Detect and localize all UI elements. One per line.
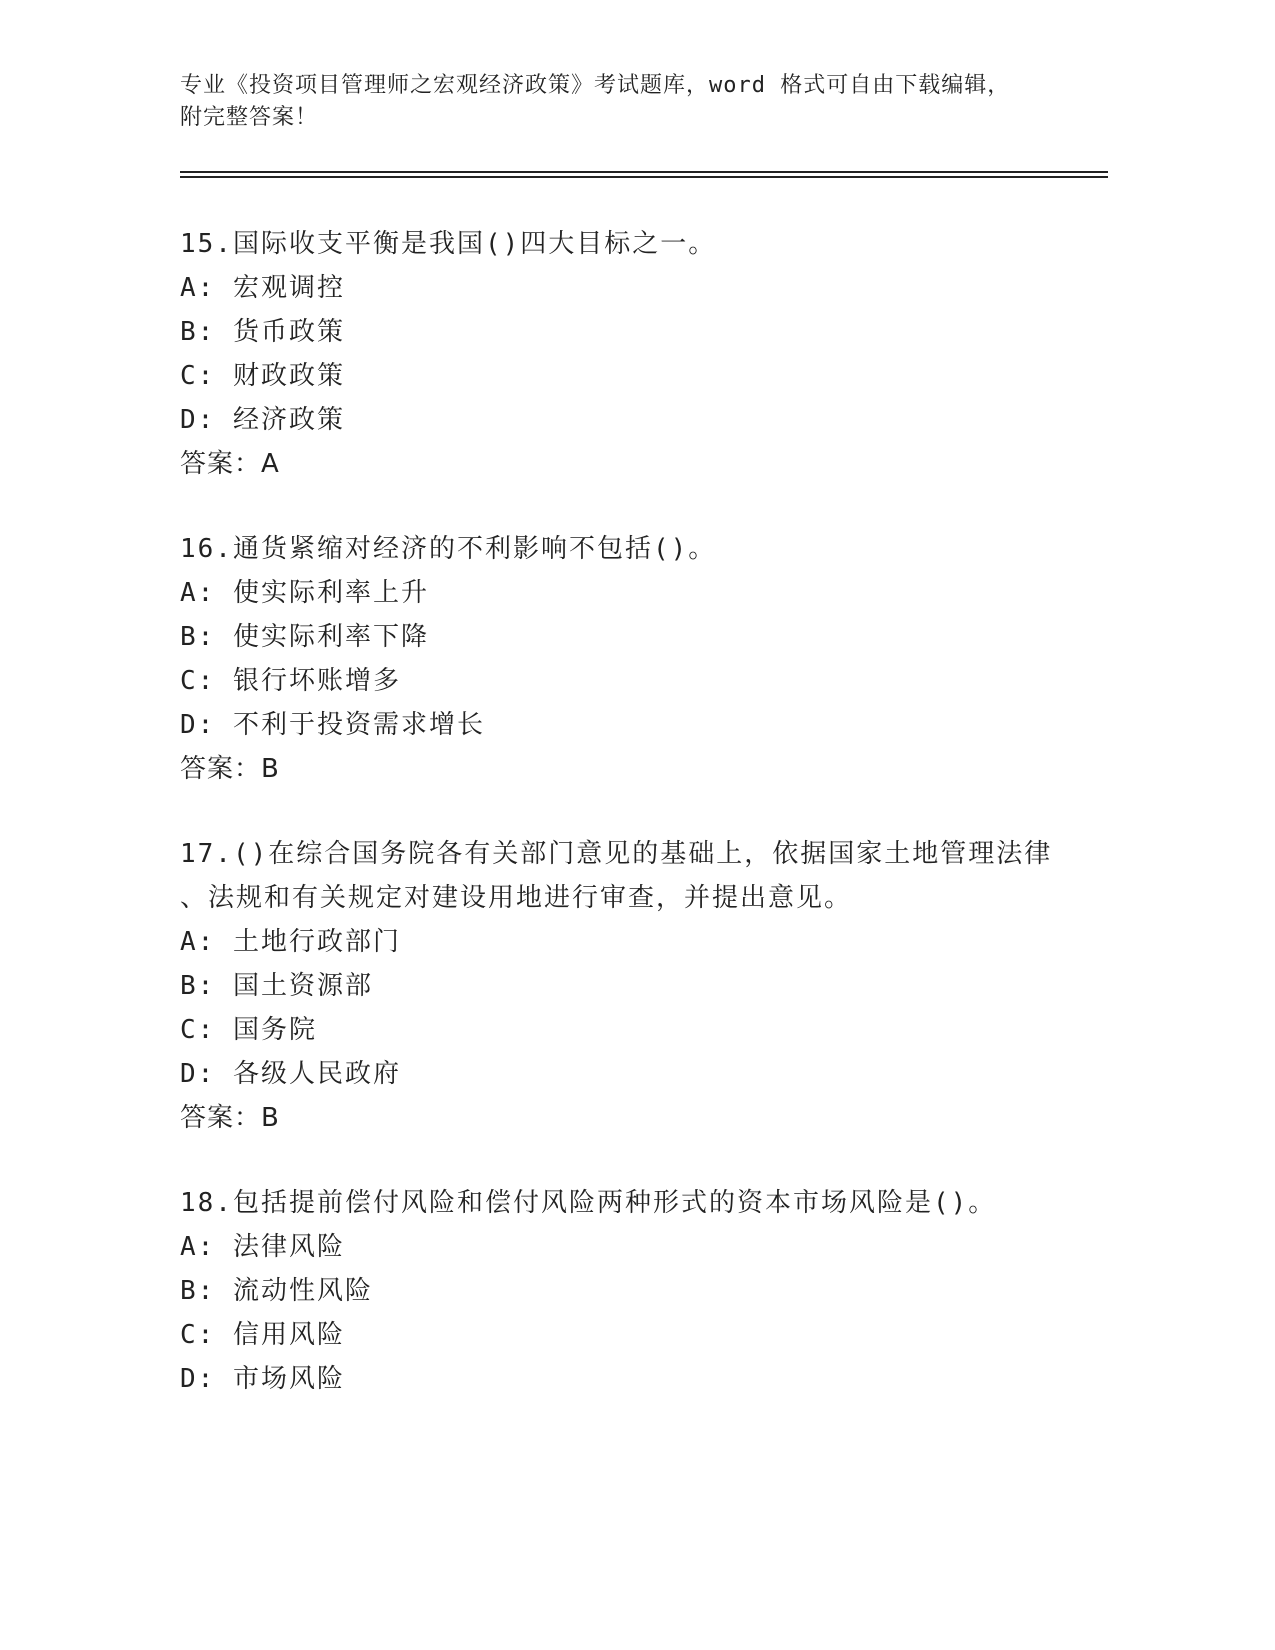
option-d: D: 经济政策 <box>180 405 345 435</box>
option-a: A: 法律风险 <box>180 1232 345 1262</box>
option-c: C: 信用风险 <box>180 1320 345 1350</box>
option-a: A: 使实际利率上升 <box>180 578 429 608</box>
header-line-1: 专业《投资项目管理师之宏观经济政策》考试题库，word 格式可自由下载编辑， <box>180 73 1011 98</box>
answer-line: 答案：A <box>180 449 280 479</box>
option-a: A: 土地行政部门 <box>180 927 401 957</box>
question-text-line-1: 17.()在综合国务院各有关部门意见的基础上，依据国家土地管理法律 <box>180 839 1053 869</box>
option-c: C: 财政政策 <box>180 361 345 391</box>
answer-line: 答案：B <box>180 754 280 784</box>
option-d: D: 不利于投资需求增长 <box>180 710 485 740</box>
document-header <box>180 70 1080 134</box>
question-16 <box>180 527 1060 791</box>
question-15 <box>180 222 1060 486</box>
option-b: B: 货币政策 <box>180 317 345 347</box>
question-text: 18.包括提前偿付风险和偿付风险两种形式的资本市场风险是()。 <box>180 1188 997 1218</box>
option-c: C: 国务院 <box>180 1015 317 1045</box>
option-b: B: 国土资源部 <box>180 971 373 1001</box>
question-text-line-2: 、法规和有关规定对建设用地进行审查，并提出意见。 <box>180 883 853 913</box>
option-b: B: 流动性风险 <box>180 1276 373 1306</box>
question-text: 16.通货紧缩对经济的不利影响不包括()。 <box>180 534 717 564</box>
question-17 <box>180 832 1060 1140</box>
answer-line: 答案：B <box>180 1103 280 1133</box>
header-line-2: 附完整答案！ <box>180 105 319 130</box>
question-18 <box>180 1181 1060 1401</box>
option-d: D: 各级人民政府 <box>180 1059 401 1089</box>
header-divider-bottom <box>180 176 1108 178</box>
option-d: D: 市场风险 <box>180 1364 345 1394</box>
option-b: B: 使实际利率下降 <box>180 622 429 652</box>
question-text: 15.国际收支平衡是我国()四大目标之一。 <box>180 229 717 259</box>
option-a: A: 宏观调控 <box>180 273 345 303</box>
header-divider-top <box>180 171 1108 173</box>
option-c: C: 银行坏账增多 <box>180 666 401 696</box>
